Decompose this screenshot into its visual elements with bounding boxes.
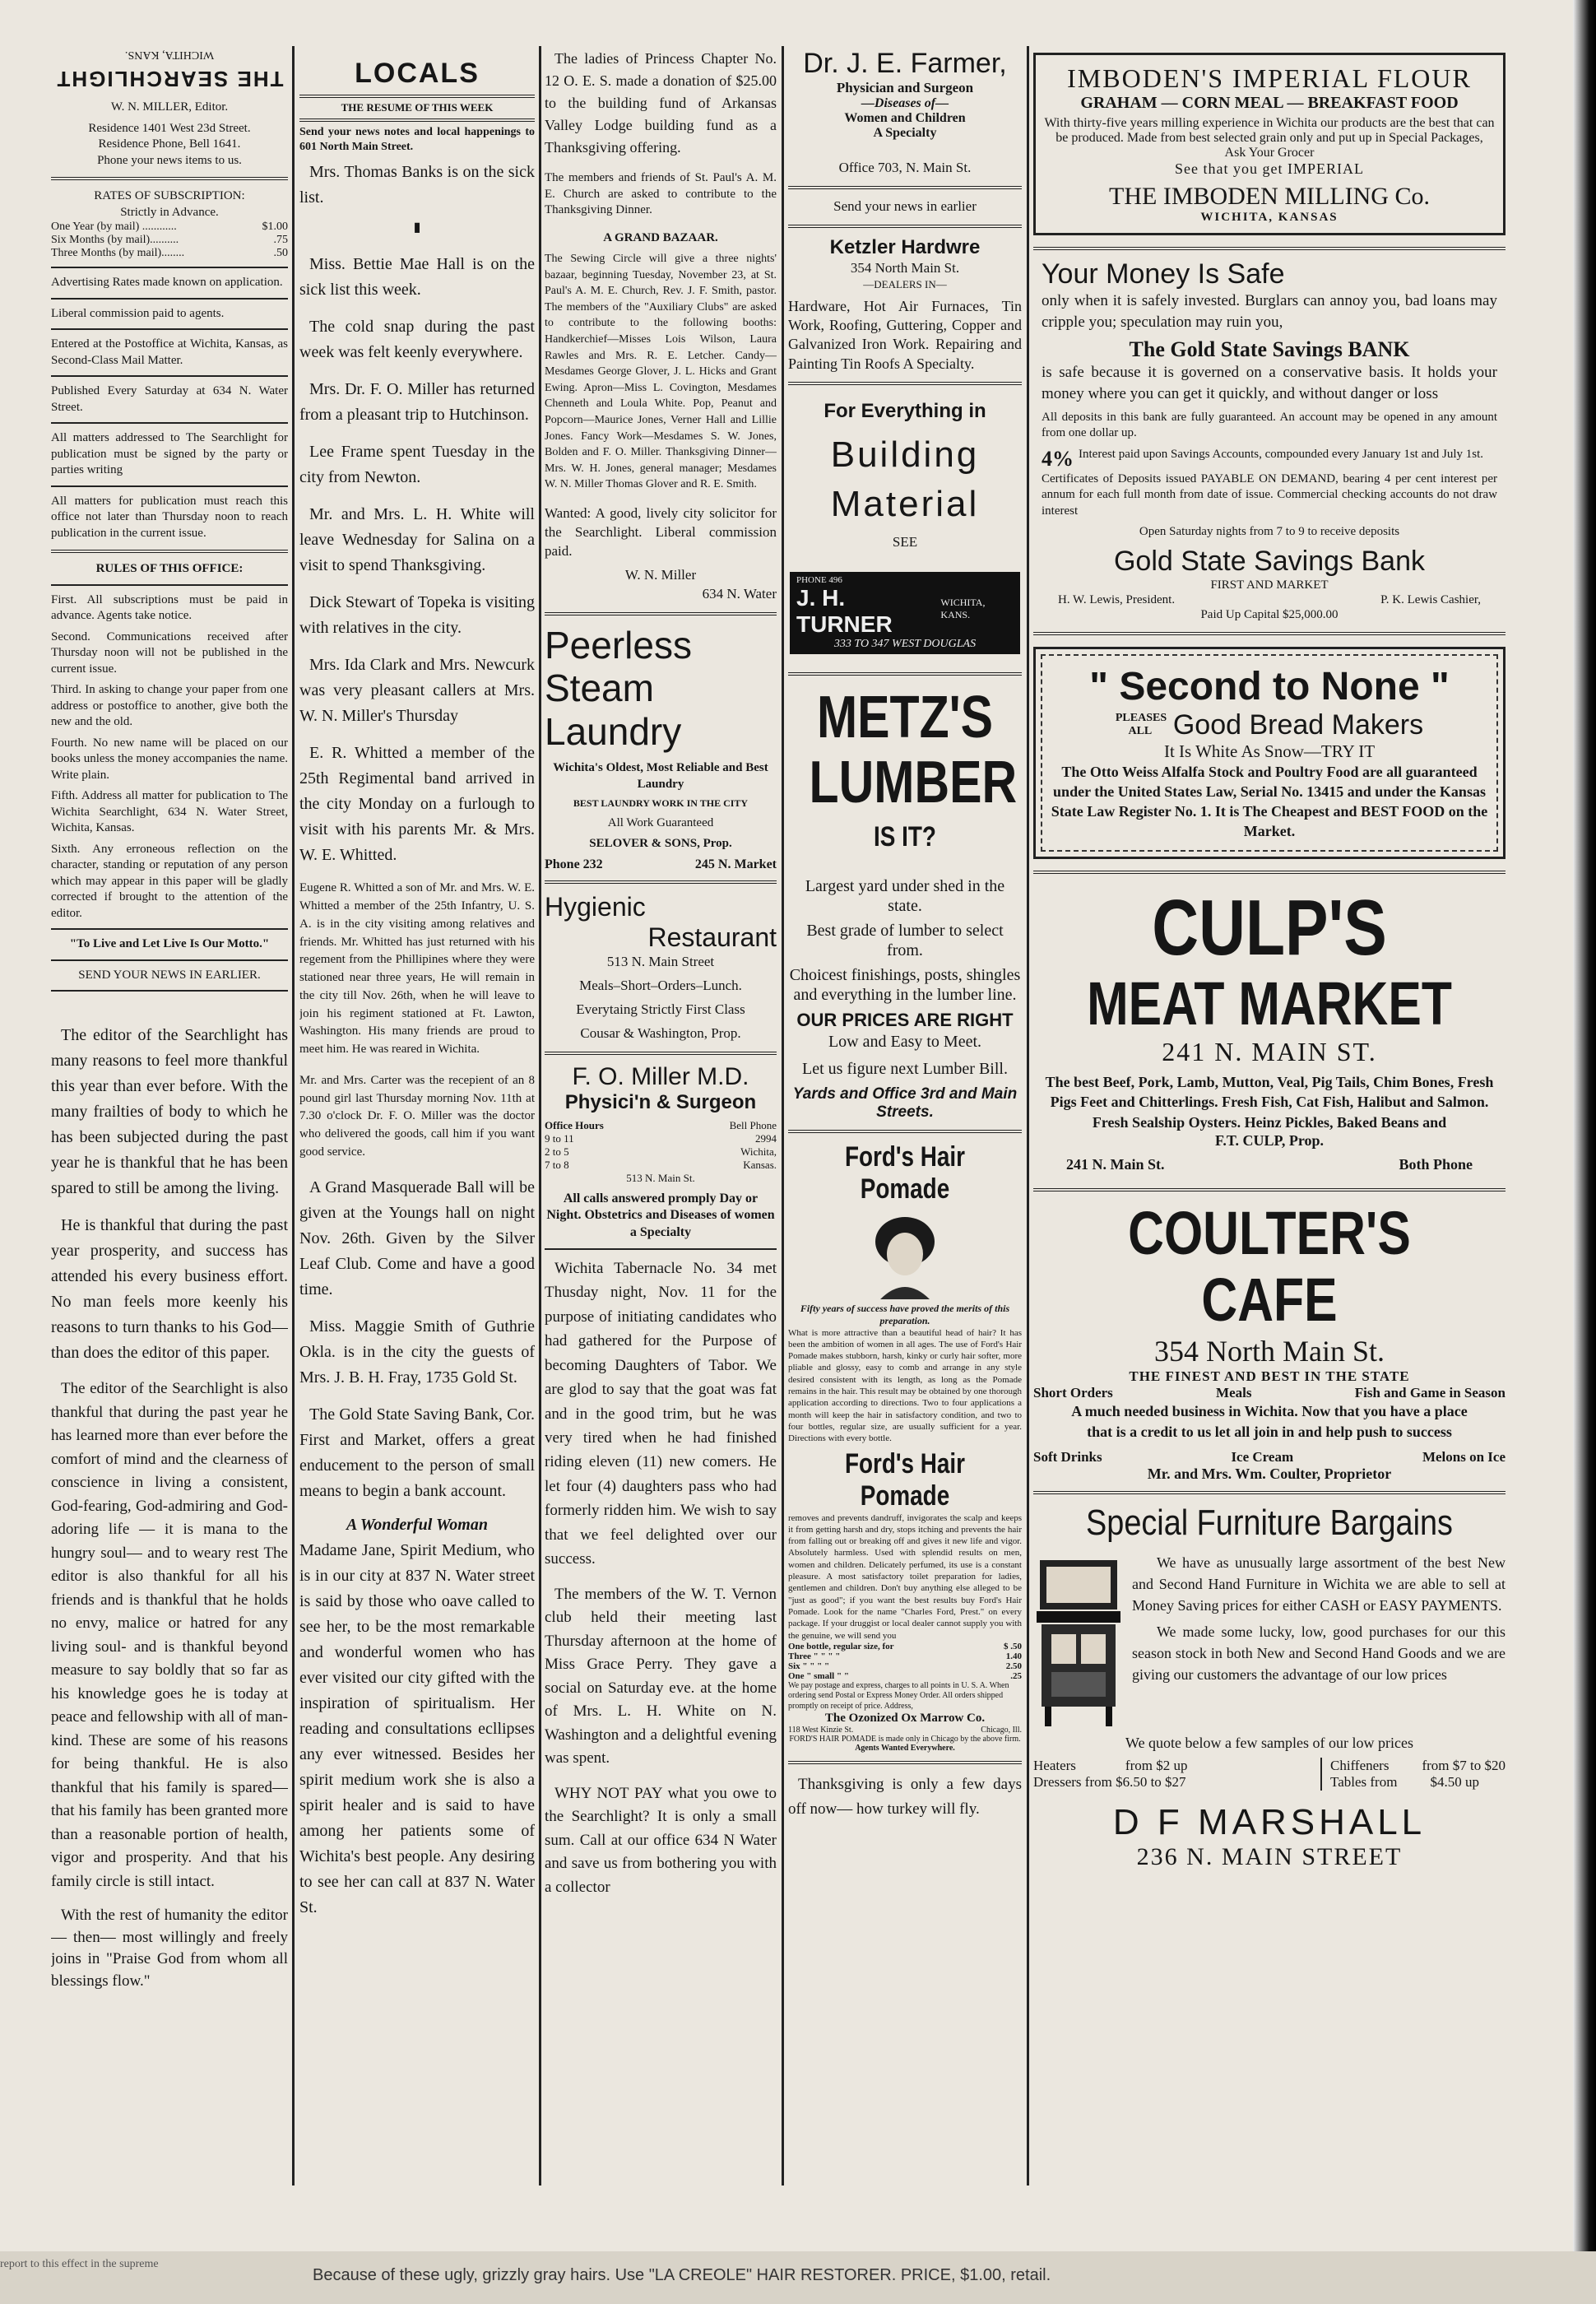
laundry-title: Peerless	[545, 623, 692, 667]
rate-row: One Year (by mail) ............ $1.00	[51, 221, 288, 233]
tabernacle-item: Wichita Tabernacle No. 34 met Thusday night, Nov. 11 for the purpose of initiating candidates who had gathered for the Purpose of becoming Daughters of Tabor. We are glod to say that the goat was fat and in the good trim, but he was very tired when he had finished riding eleven (11) new comers. He let four (4) daughters pass who had formerly ridden him. We wish to say that we feel delighted over our success.	[545, 1259, 777, 1568]
rule-item: First. All subscriptions must be paid in advance. Agents take notice.	[51, 592, 288, 622]
local-item: The Gold State Saving Bank, Cor. First and Market, offers a great enducement to the person of small means to begin a bank account.	[299, 1405, 535, 1500]
commission-note: Liberal commission paid to agents.	[51, 306, 225, 320]
column-divider	[1027, 46, 1029, 2186]
column-divider	[782, 46, 784, 2186]
local-item-small: Mr. and Mrs. Carter was the recepient of an 8 pound girl last Thursday morning Nov. 11th at 7.30 o'clock Dr. F. O. Miller was the doctor who delivered the goods, call him if you want good service.	[299, 1073, 535, 1159]
marshall-furniture-ad: Special Furniture Bargains We have as unusually large assortment of the best New and Second Hand Furniture in Wichita we are able to sell at Money Saving prices for either CASH or EASY PAYMENTS. We made some lucky, low, good purchases for our this season stock in both New and Second Hand Goods and we are giving our customers the advantage of our low prices We quote below a few samples of our low prices Heaters from $2 up Dressers from $6.50 to $27 Chiffeners from $7 to $20 Tables from $4.50 up D F MARSHALL 236 N. MAIN STREET	[1033, 1502, 1506, 1871]
vernon-club-item: The members of the W. T. Vernon club held their meeting last Thursday afternoon at the home of Miss Grace Perry. They gave a social on Saturday eve. at the home of Mrs. L. H. White on N. Washington and a delightful evening was spent.	[545, 1585, 777, 1767]
send-news-note: SEND YOUR NEWS IN EARLIER.	[78, 968, 261, 982]
editorial-paragraph: He is thankful that during the past year prosperity, and success has attended his every business effort. No man feels more keenly his reasons to turn thanks to his God— than does the editor of this paper.	[51, 1216, 288, 1362]
column-news	[545, 48, 777, 1911]
why-not-pay-item: WHY NOT PAY what you owe to the Searchlight? It is only a small sum. Call at our office 634 N Water and save us from bothering you with a collector	[545, 1784, 777, 1896]
local-item: A Grand Masquerade Ball will be given at the Youngs hall on night Nov. 26th. Given by the Silver Leaf Club. Come and have a good time.	[299, 1178, 535, 1298]
wonderful-woman-heading: A Wonderful Woman	[346, 1515, 488, 1534]
local-item: Miss. Maggie Smith of Guthrie Okla. is in the city the guests of Mrs. J. B. H. Fray, 1735 Gold St.	[299, 1317, 535, 1387]
bottom-fragment-left: report to this effect in the supreme	[0, 2258, 159, 2270]
rate-row: Three Months (by mail)........ .50	[51, 247, 288, 259]
news-item: The ladies of Princess Chapter No. 12 O. E. S. made a donation of $25.00 to the building fund of Arkansas Valley Lodge building fund as a Thanksgiving offering.	[545, 50, 777, 156]
price-list: Heaters from $2 up Dressers from $6.50 to $27 Chiffeners from $7 to $20 Tables from $4.50 up	[1033, 1758, 1506, 1791]
woman-portrait-icon	[860, 1209, 950, 1299]
local-item: The cold snap during the past week was felt keenly everywhere.	[299, 318, 535, 362]
send-news-note: Send your news in earlier	[833, 197, 977, 214]
dr-farmer-ad: Dr. J. E. Farmer, Physician and Surgeon —Diseases of— Women and Children A Specialty Office 703, N. Main St.	[803, 48, 1007, 175]
column-masthead	[51, 48, 288, 2004]
coulters-cafe-ad: COULTER'S CAFE 354 North Main St. THE FINEST AND BEST IN THE STATE Short Orders Meals Fish and Game in Season A much needed business in Wichita. Now that you have a place that is a credit to us let all join in and help push to success Soft Drinks Ice Cream Melons on Ice Mr. and Mrs. Wm. Coulter, Proprietor	[1033, 1198, 1506, 1482]
fords-hair-pomade-ad: Ford's Hair Pomade Fifty years of success have proved the merits of this preparation. What is more attractive than a beautiful head of hair? It has been the ambition of women in all ages. The use of Ford's Hair Pomade makes stubborn, harsh, kinky or curly hair softer, more pliable and glossy, easy to comb and arrange in any style desired consistent with its length, as long as the Pomade remains in the hair. This result may be obtained by one thorough application according to directions. Two to four applications a month will keep the hair in satisfactory condition, and two to four bottles, regular size, are usually sufficient for a year. Directions with every bottle. Ford's Hair Pomade removes and prevents dandruff, invigorates the scalp and keeps it from getting harsh and dry, stops itching and prevents the hair from falling out or breaking off and gives it new life and vigor. Absolutely harmless. Used with splendid results on men, women and children. Delicately perfumed, its use is a constant pleasure. A most satisfactory toilet preparation for ladies, gentlemen and children. Don't buy anything else alleged to be "just as good"; if you want the best results buy Ford's Hair Pomade. Look for the name "Charles Ford, Prest." on every package. If your druggist or local dealer cannot supply you with the genuine, we will send you One bottle, regular size, for $ .50 Three " " " " 1.40 Six " " " " 2.50 One " small " " .25 We pay postage and express, charges to all points in U. S. A. When ordering send Postal or Express Money Order. All orders shipped promptly on receipt of price. Address, The Ozonized Ox Marrow Co. 118 West Kinzie St. Chicago, Ill. FORD'S HAIR POMADE is made only in Chicago by the above firm. Agents Wanted Everywhere.	[788, 1140, 1022, 1754]
locals-heading: LOCALS	[355, 58, 480, 89]
send-news-note: Send your news notes and local happenings to 601 North Main Street.	[299, 125, 535, 154]
bazaar-heading: A GRAND BAZAAR.	[603, 230, 718, 244]
local-item: Mr. and Mrs. L. H. White will leave Wednesday for Salina on a visit to spend Thanksgiving.	[299, 505, 535, 575]
local-item: Mrs. Thomas Banks is on the sick list.	[299, 163, 535, 207]
editor-name: W. N. MILLER, Editor.	[110, 100, 229, 114]
rate-row: Six Months (by mail).......... .75	[51, 234, 288, 246]
page-edge	[1573, 0, 1596, 2304]
local-item-small: Eugene R. Whitted a son of Mr. and Mrs. W. E. Whitted a member of the 25th Infantry, U. S. A. is in the city visiting among relatives and friends. Mr. Whitted has just returned with his regement from the Phillipines where they were stationed near three years, He will remain in the city till Nov. 26th, when he will leave to join his regiment stationed at Ft. Lawton, Washington. His many friends are proud to meet him. He was reared in Wichita.	[299, 881, 535, 1057]
column-locals: LOCALS THE RESUME OF THIS WEEK Send your news notes and local happenings to 601 North Main Street. Mrs. Thomas Banks is on the sick list. ▮ Miss. Bettie Mae Hall is on the sick list this week. The cold snap during the past week was felt keenly everywhere. Mrs. Dr. F. O. Miller has returned from a pleasant trip to Hutchinson. Lee Frame spent Tuesday in the city from Newton. Mr. and Mrs. L. H. White will leave Wednesday for Salina on a visit to spend Thanksgiving. Dick Stewart of Topeka is visiting with relatives in the city. Mrs. Ida Clark and Mrs. Newcurk was very pleasant callers at Mrs. W. N. Miller's Thursday E. R. Whitted a member of the 25th Regimental band arrived in the city Monday on a furlough to visit with his parents Mr. & Mrs. W. E. Whitted. Eugene R. Whitted a son of Mr. and Mrs. W. E. Whitted a member of the 25th Infantry, U. S. A. is in the city visiting among relatives and friends. Mr. Whitted has just returned with his regement from the Phillipines where they were stationed near three years, He will remain in the city till Nov. 26th, when he will leave to join his regiment stationed at Ft. Lawton, Washington. His many friends are proud to meet him. He was reared in Wichita. Mr. and Mrs. Carter was the recepient of an 8 pound girl last Thursday morning Nov. 11th at 7.30 o'clock Dr. F. O. Miller was the doctor who delivered the goods, call him if you want good service. A Grand Masquerade Ball will be given at the Youngs hall on night Nov. 26th. Given by the Silver Leaf Club. Come and have a good time. Miss. Maggie Smith of Guthrie Okla. is in the city the guests of Mrs. J. B. H. Fray, 1735 Gold St. The Gold State Saving Bank, Cor. First and Market, offers a great enducement to the person of small means to begin a bank account. A Wonderful Woman Madame Jane, Spirit Medium, who is in our city at 837 N. Water street is said by those who oave called to see her, to be the most remarkable and wonderful women who has ever visited our city gifted with the inspiration of spiritualism. Her reading and consultations ecllipses any ever witnessed. Besides her spirit medium work she is also a spirit healer and is said to have among her patients some of Wichita's best people. Any desiring to see her can call at 837 N. Water St.	[299, 48, 535, 1932]
resume-heading: THE RESUME OF THIS WEEK	[341, 101, 494, 114]
postoffice-entry: Entered at the Postoffice at Wichita, Kansas, as Second-Class Mail Matter.	[51, 337, 288, 367]
editorial-paragraph: The editor of the Searchlight has many reasons to feel more thankful this year than ever before. With the many frailties of body to which he has been subjected during the past year he is thankful that he has been spared to still be among the living.	[51, 1026, 288, 1197]
matters-deadline: All matters for publication must reach this office not later than Thursday noon to reach publication in the current issue.	[51, 494, 288, 540]
turner-building-material-ad: For Everything in Building Material SEE PHONE 496 J. H. TURNER WICHITA, KANS. 333 TO 347 WEST DOUGLAS	[788, 400, 1022, 654]
rule-item: Third. In asking to change your paper from one address or postoffice to another, give both the new and the old.	[51, 683, 288, 728]
editor-residence: Residence 1401 West 23d Street.	[88, 121, 251, 135]
column-divider	[539, 46, 541, 2186]
hygienic-restaurant-ad: Hygienic Restaurant 513 N. Main Street Meals–Short–Orders–Lunch. Everytaing Strictly First Class Cousar & Washington, Prop.	[545, 891, 777, 1041]
otto-weiss-ad: " Second to None " PLEASES ALL Good Bread Makers It Is White As Snow—TRY IT The Otto Weiss Alfalfa Stock and Poultry Food are all guaranteed under the United States Law, Serial No. 13415 and under the Kansas State Law Register No. 1. It is The Cheapest and BEST FOOD on the Market.	[1033, 647, 1506, 859]
local-item: Lee Frame spent Tuesday in the city from Newton.	[299, 443, 535, 487]
wonderful-woman-text: Madame Jane, Spirit Medium, who is in our city at 837 N. Water street is said by those who oave called to see her, to be the most remarkable and wonderful women who has ever visited our city gifted with the inspiration of spiritualism. Her reading and consultations ecllipses any ever witnessed. Besides her spirit medium work she is also a spirit healer and is said to have among her patients some of Wichita's best people. Any desiring to see her can call at 837 N. Water St.	[299, 1540, 535, 1916]
editorial-paragraph: With the rest of humanity the editor— then— most willingly and freely joins in "Praise God from whom all blessings flow."	[51, 1907, 288, 1990]
masthead-location: WICHITA, KANS.	[124, 49, 215, 61]
rule-item: Fifth. Address all matter for publication to The Wichita Searchlight, 634 N. Water Street, Wichita, Kansas.	[51, 789, 288, 834]
wanted-address: 634 N. Water	[702, 585, 777, 602]
editor-phone: Residence Phone, Bell 1641.	[98, 137, 241, 151]
rules-heading: RULES OF THIS OFFICE:	[95, 562, 244, 575]
masthead-title: THE SEARCHLIGHT	[55, 67, 284, 91]
local-item: E. R. Whitted a member of the 25th Regimental band arrived in the city Monday on a furlough to visit with his parents Mr. & Mrs. W. E. Whitted.	[299, 744, 535, 865]
bottom-margin	[0, 2251, 1596, 2304]
published-note: Published Every Saturday at 634 N. Water Street.	[51, 384, 288, 414]
ketzler-hardware-ad: Ketzler Hardwre 354 North Main St. —DEALERS IN— Hardware, Hot Air Furnaces, Tin Work, Roofing, Guttering, Copper and Galvanized Iron Work. Repairing and Painting Tin Roofs A Specialty.	[788, 235, 1022, 372]
wanted-ad: Wanted: A good, lively city solicitor for the Searchlight. Liberal commission paid.	[545, 504, 777, 559]
rates-heading: RATES OF SUBSCRIPTION:	[94, 189, 245, 202]
bazaar-text: The Sewing Circle will give a three nights' bazaar, beginning Tuesday, November 23, at St. Paul's A. M. E. Church, Rev. J. F. Smith, pastor. The members of the "Auxiliary Clubs" are asked to contribute to the following booths: Handkerchief—Misses Lois Wilson, Laura Rawles and Mrs. R. E. Letcher. Candy—Mesdames George Glover, J. L. Hicks and Grant Ewing. Apron—Miss L. Covington, Mesdames Chenneth and Loula White. Pop, Peanut and Popcorn—Maurice Jones, Verner Hall and Lillie Jones. Fancy Work—Mesdames S. W. Jones, Bolden and F. O. Miller. Thanksgiving Dinner—Mrs. W. H. Jones, general manager; Mesdames W. N. Miller Thomas Glover and R. E. Smith.	[545, 253, 777, 491]
thanksgiving-note: Thanksgiving is only a few days off now— how turkey will fly.	[788, 1776, 1022, 1818]
local-item: Miss. Bettie Mae Hall is on the sick list this week.	[299, 255, 535, 300]
doctor-miller-ad: F. O. Miller M.D. Physici'n & Surgeon Office Hours 9 to 11 2 to 5 7 to 8 Bell Phone 2994 Wichita, Kansas. 513 N. Main St. All calls answered promply Day or Night. Obstetrics and Diseases of women a Specialty	[545, 1062, 777, 1240]
editorial-paragraph: The editor of the Searchlight is also thankful that during the past year he has learned more than ever before the comfort of mind and the clearness of conscience in living a consistent, God-fearing, God-admiring and God-adoring life — it is mana to the hungry soul— and to weary rest The editor is also thankful for all his friends and is thankful that he holds no envy, malice or hatred for any living soul- and is thankful beyond measure to say boldly that so far as his knowledge goes he is today at peace and fellowship with all of man-kind. These are some of his reasons for being thankful. He is also thankful that his family is spared— that his family has been granted more than a reasonable portion of health, vigor and prosperity. And that his family circle is still intact.	[51, 1380, 288, 1890]
rule-item: Sixth. Any erroneous reflection on the character, standing or reputation of any person which may appear in this paper will be gladly corrected if brought to the attention of the editor.	[51, 842, 288, 920]
wanted-signature: W. N. Miller	[624, 566, 697, 583]
local-item: Dick Stewart of Topeka is visiting with relatives in the city.	[299, 593, 535, 638]
motto: "To Live and Let Live Is Our Motto."	[69, 937, 270, 950]
column-divider	[292, 46, 295, 2186]
culps-meat-market-ad: CULP'S MEAT MARKET 241 N. MAIN ST. The best Beef, Pork, Lamb, Mutton, Veal, Pig Tails, Chim Bones, Fresh Pigs Feet and Chitterlings. Fresh Fish, Cat Fish, Halibut and Salmon. Fresh Sealship Oysters. Heinz Pickles, Baked Beans and F.T. CULP, Prop. 241 N. Main St. Both Phone	[1045, 883, 1494, 1173]
column-display-ads	[1033, 48, 1506, 1871]
local-item: Mrs. Ida Clark and Mrs. Newcurk was very pleasant callers at Mrs. W. N. Miller's Thursday	[299, 656, 535, 726]
matters-note: All matters addressed to The Searchlight for publication must be signed by the party or parties writing	[51, 431, 288, 476]
phone-note: Phone your news items to us.	[97, 153, 242, 167]
peerless-laundry-ad: Peerless Steam Laundry Wichita's Oldest, Most Reliable and Best Laundry BEST LAUNDRY WORK IN THE CITY All Work Guaranteed SELOVER & SONS, Prop. Phone 232 245 N. Market	[545, 623, 777, 871]
column-ads	[788, 48, 1022, 1833]
rule-item: Fourth. No new name will be placed on our books unless the money accompanies the name. Write plain.	[51, 736, 288, 782]
news-item: The members and friends of St. Paul's A. M. E. Church are asked to contribute to the Thanksgiving Dinner.	[545, 171, 777, 216]
stove-icon	[1033, 1552, 1124, 1733]
advertising-rates: Advertising Rates made known on application.	[51, 276, 283, 289]
rule-item: Second. Communications received after Thursday noon will not be published in the current issue.	[51, 629, 288, 676]
metz-lumber-ad: METZ'S LUMBER IS IT? Largest yard under shed in the state. Best grade of lumber to select from. Choicest finishings, posts, shingles and everything in the lumber line. OUR PRICES ARE RIGHT Low and Easy to Meet. Let us figure next Lumber Bill. Yards and Office 3rd and Main Streets.	[789, 685, 1021, 1121]
local-item: Mrs. Dr. F. O. Miller has returned from a pleasant trip to Hutchinson.	[299, 380, 535, 425]
gold-state-bank-ad: Your Money Is Safe only when it is safely invested. Burglars can annoy you, bad loans may cripple you; speculation may ruin you, The Gold State Savings BANK is safe because it is governed on a conservative basis. It holds your money where you can get it quickly, and without danger or loss All deposits in this bank are fully guaranteed. An account may be opened in any amount from one dollar up. 4% Interest paid upon Savings Accounts, compounded every January 1st and July 1st. Certificates of Deposits issued PAYABLE ON DEMAND, bearing 4 per cent interest per annum for each full month from date of issue. Commercial checking accounts do not draw interest Open Saturday nights from 7 to 9 to receive deposits Gold State Savings Bank FIRST AND MARKET H. W. Lewis, President. P. K. Lewis Cashier, Paid Up Capital $25,000.00	[1042, 258, 1497, 622]
rates-subheading: Strictly in Advance.	[120, 205, 219, 219]
bottom-fragment-right: Because of these ugly, grizzly gray hairs. Use "LA CREOLE" HAIR RESTORER. PRICE, $1.00, retail.	[313, 2266, 1051, 2284]
imboden-flour-ad: IMBODEN'S IMPERIAL FLOUR GRAHAM — CORN MEAL — BREAKFAST FOOD With thirty-five years milling experience in Wichita our products are the best that can be produced. Made from best selected grain only and put up in Special Packages, Ask Your Grocer See that you get IMPERIAL THE IMBODEN MILLING Co. WICHITA, KANSAS	[1033, 53, 1506, 235]
